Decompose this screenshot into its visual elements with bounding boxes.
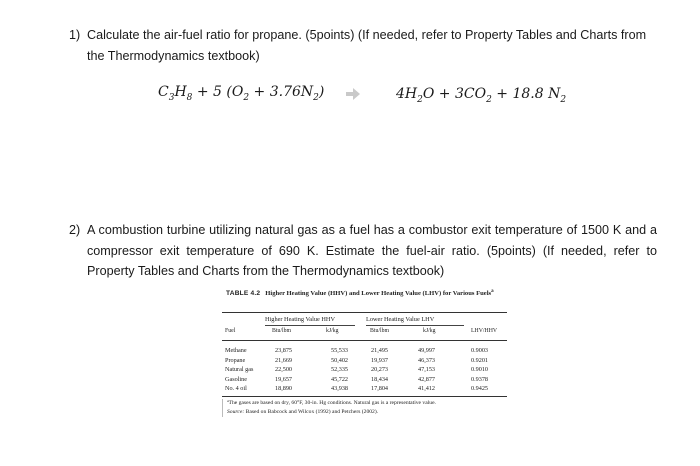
equation-reactants: $C_3H_8 + 5$ $(O_2 + 3.76N_2)$ (158, 84, 325, 103)
col-header-hhv-kj: kJ/kg (326, 328, 339, 334)
col-header-hhv-btu: Btu/lbm (272, 328, 292, 334)
question-2-number: 2) (69, 223, 81, 237)
table-source (222, 408, 507, 417)
group-header-hhv: Higher Heating Value HHV (265, 316, 336, 323)
table-source-label: Source: (227, 409, 245, 415)
table-rule-bottom (222, 396, 507, 397)
question-1-number: 1) (69, 28, 81, 42)
col-header-fuel: Fuel (225, 328, 236, 334)
table-row: Gasoline 19,657 45,722 18,434 42,877 0.9378 (225, 375, 489, 383)
table-footnote: ªThe gases are based on dry, 60°F, 30-in. Hg conditions. Natural gas is a representative value. (222, 399, 507, 408)
col-header-lhv-btu: Btu/lbm (370, 328, 390, 334)
table-rule-header (222, 340, 507, 341)
table-source-text: Based on Babcock and Wilcox (1992) and Petchers (2002). (244, 409, 379, 415)
table-caption-mark: a (491, 289, 494, 294)
table-row: Natural gas 22,500 52,335 20,273 47,153 0.9010 (225, 366, 489, 373)
table-caption-text: Higher Heating Value (HHV) and Lower Heating Value (LHV) for Various Fuels (265, 290, 492, 298)
table-row: Propane 21,669 50,402 19,937 46,373 0.9201 (225, 356, 489, 364)
question-1 (69, 25, 657, 66)
table-row: Methane 23,875 55,533 21,495 49,997 0.9003 (225, 347, 489, 354)
reaction-arrow-icon (346, 88, 360, 100)
question-1-text: Calculate the air-fuel ratio for propane. (5points) (If needed, refer to Property Tables and Charts from the Thermodynamics textbook) (87, 28, 647, 63)
group-rule-hhv (265, 325, 355, 326)
question-2 (69, 220, 657, 282)
col-header-ratio: LHV/HHV (471, 328, 498, 334)
table-caption (226, 287, 506, 298)
equation-products: $4H_2O + 3CO_2 + 18.8$ $N_2$ (396, 86, 567, 105)
table-label: TABLE 4.2 (226, 290, 261, 298)
table-row: No. 4 oil 18,890 43,938 17,804 41,412 0.9425 (225, 385, 489, 392)
group-header-lhv: Lower Heating Value LHV (366, 316, 435, 323)
group-rule-lhv (366, 325, 464, 326)
col-header-lhv-kj: kJ/kg (423, 328, 436, 334)
question-2-text: A combustion turbine utilizing natural gas as a fuel has a combustor exit temperature of 1500 K and a compressor exit temperature of 690 K. Estimate the fuel-air ratio. (5points) (If needed, refer to Property Tables and Charts from the Thermodynamics textbook) (87, 223, 657, 278)
table-rule-top (222, 312, 507, 313)
